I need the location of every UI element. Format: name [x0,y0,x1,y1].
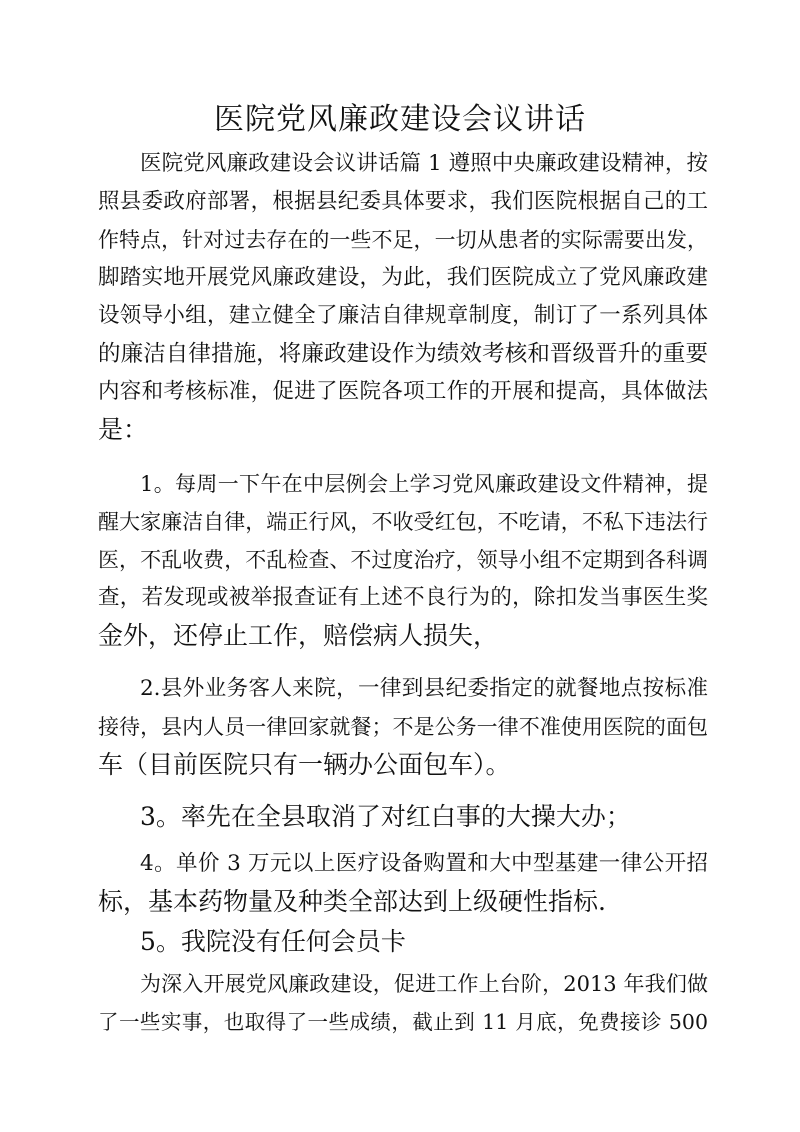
paragraph-line-7: 内容和考核标准，促进了医院各项工作的开展和提高，具体做法 [98,379,708,404]
item-1-line-5: 金外，还停止工作，赔偿病人损失， [98,621,499,650]
closing-line-2: 了一些实事，也取得了一些成绩，截止到 11 月底，免费接诊 500 [98,1010,708,1034]
item-2-line-3: 车（目前医院只有一辆办公面包车）。 [98,750,511,779]
item-5-line-1: 5。我院没有任何会员卡 [140,927,406,956]
document-title: 医院党风廉政建设会议讲话 [214,102,586,137]
paragraph-line-4: 脚踏实地开展党风廉政建设，为此，我们医院成立了党风廉政建 [98,265,708,290]
item-1-line-1: 1。每周一下午在中层例会上学习党风廉政建设文件精神，提 [140,472,708,496]
closing-line-1: 为深入开展党风廉政建设，促进工作上台阶，2013 年我们做 [140,972,708,996]
paragraph-line-3: 作特点，针对过去存在的一些不足，一切从患者的实际需要出发， [98,228,708,252]
paragraph-line-2: 照县委政府部署，根据县纪委具体要求，我们医院根据自己的工 [98,189,708,214]
item-1-line-2: 醒大家廉洁自律，端正行风，不收受红包，不吃请，不私下违法行 [98,510,708,534]
paragraph-line-8: 是： [98,415,149,444]
item-1-line-3: 医，不乱收费，不乱检查、不过度治疗，领导小组不定期到各科调 [98,548,708,572]
item-2-line-1: 2.县外业务客人来院，一律到县纪委指定的就餐地点按标准 [140,676,708,701]
item-4-line-2: 标，基本药物量及种类全部达到上级硬性指标. [98,887,606,916]
paragraph-line-5: 设领导小组，建立健全了廉洁自律规章制度，制订了一系列具体 [98,303,708,328]
item-3-line-1: 3。率先在全县取消了对红白事的大操大办； [140,802,631,831]
item-1-line-4: 查，若发现或被举报查证有上述不良行为的，除扣发当事医生奖 [98,585,708,610]
paragraph-line-1: 医院党风廉政建设会议讲话篇 1 遵照中央廉政建设精神，按 [140,151,708,176]
item-4-line-1: 4。单价 3 万元以上医疗设备购置和大中型基建一律公开招 [140,851,708,876]
item-2-line-2: 接待，县内人员一律回家就餐；不是公务一律不准使用医院的面包 [98,715,708,739]
paragraph-line-6: 的廉洁自律措施，将廉政建设作为绩效考核和晋级晋升的重要 [98,341,708,367]
